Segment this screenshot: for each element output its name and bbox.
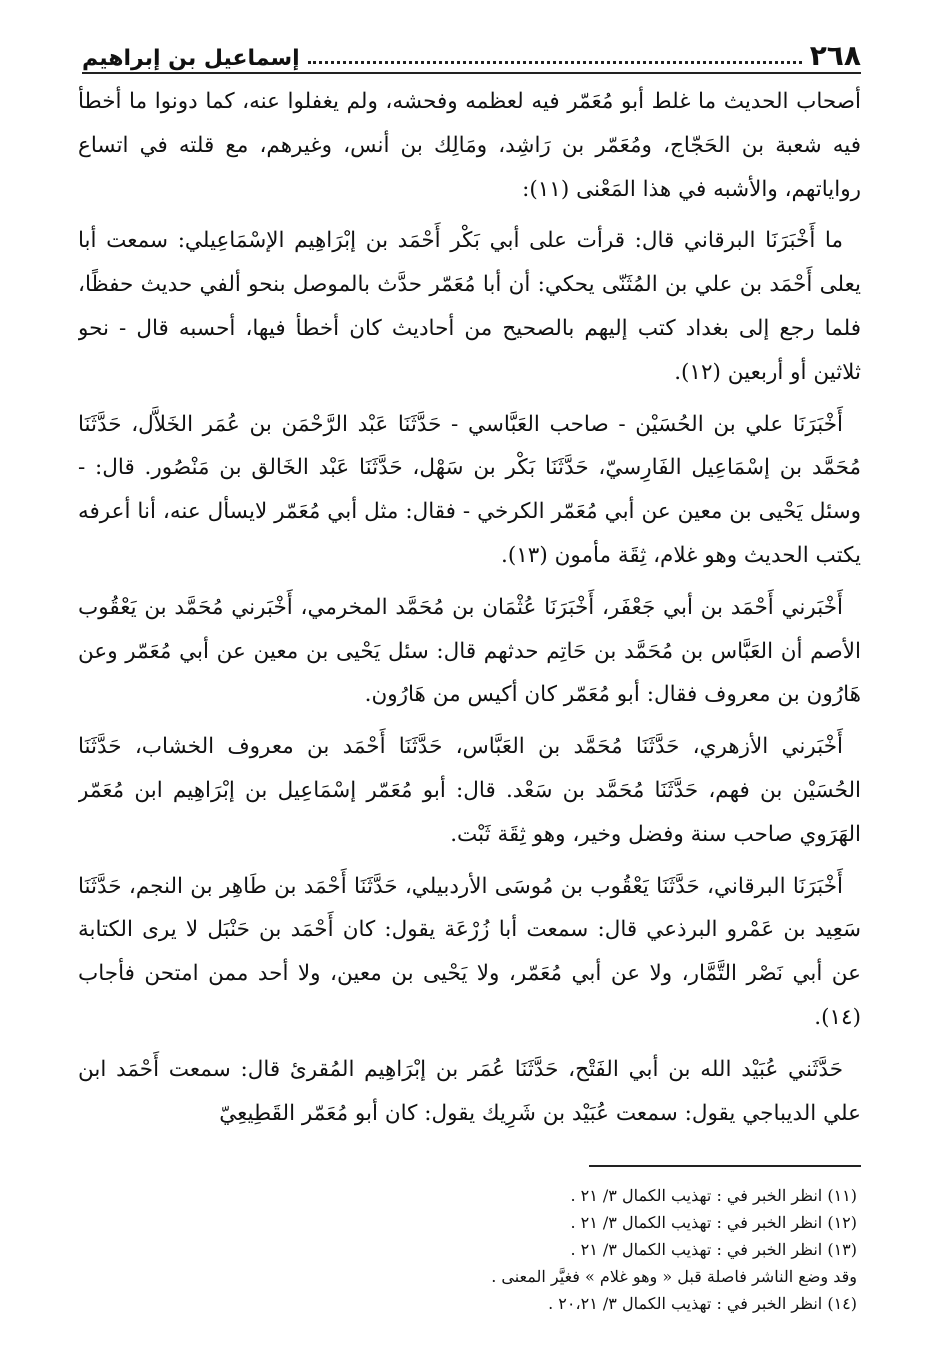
footnote-separator	[589, 1165, 861, 1167]
footnote: (١٤) انظر الخبر في : تهذيب الكمال ٣/ ٢٠،٢١ .	[548, 1294, 857, 1313]
page-number: ٢٦٨	[809, 39, 861, 72]
paragraph: أَخْبَرَنَا البرقاني، حَدَّثَنَا يَعْقُوب بن مُوسَى الأردبيلي، حَدَّثَنَا أَحْمَد بن طَاهِر بن النجم، حَدَّثَنَا سَعِيد بن عَمْرو البرذعي قال: سمعت أبا زُرْعَة يقول: كان أَحْمَد بن حَنْبَل لا يرى الكتابة عن أبي نَصْر التَّمَّار، ولا عن أبي مُعَمّر، ولا يَحْيى بن معين، ولا أحد ممن امتحن فأجاب (١٤).	[78, 873, 861, 1030]
running-header	[82, 22, 861, 74]
paragraph: أَخْبَرني أَحْمَد بن أبي جَعْفَر، أَخْبَرَنَا عُثْمَان بن مُحَمَّد المخرمي، أَخْبَرني مُحَمَّد بن يَعْقُوب الأصم أن العَبَّاس بن مُحَمَّد بن حَاتِم حدثهم قال: سئل يَحْيى بن معين عن أبي مُعَمّر وعن هَارُون بن معروف فقال: أبو مُعَمّر كان أكيس من هَارُون.	[78, 594, 861, 708]
footnote: (١٣) انظر الخبر في : تهذيب الكمال ٣/ ٢١ .	[570, 1240, 857, 1259]
main-text	[78, 80, 861, 1140]
footnote: (١٢) انظر الخبر في : تهذيب الكمال ٣/ ٢١ .	[570, 1213, 857, 1232]
header-title: إسماعيل بن إبراهيم	[82, 46, 300, 71]
paragraph: ما أَخْبَرَنَا البرقاني قال: قرأت على أبي بَكْر أَحْمَد بن إبْرَاهِيم الإسْمَاعِيلي: سمعت أبا يعلى أَحْمَد بن علي بن المُثَنّى يحكي: أن أبا مُعَمّر حدَّث بالموصل بنحو ألفي حديث حفظًا، فلما رجع إلى بغداد كتب إليهم بالصحيح من أحاديث كان أخطأ فيها، أحسبه قال - نحو ثلاثين أو أربعين (١٢).	[78, 228, 861, 385]
paragraph: حَدَّثَني عُبَيْد الله بن أبي الفَتْح، حَدَّثَنَا عُمَر بن إبْرَاهِيم المُقرئ قال: سمعت أَحْمَد ابن علي الديباجي يقول: سمعت عُبَيْد بن شَرِيك يقول: كان أبو مُعَمّر القَطِيعِيّ	[78, 1056, 861, 1126]
footnote: (١١) انظر الخبر في : تهذيب الكمال ٣/ ٢١ .	[570, 1186, 857, 1205]
header-dot-leader	[308, 60, 802, 64]
footnote-note: وقد وضع الناشر فاصلة قبل « وهو غلام » فغيَّر المعنى .	[491, 1267, 857, 1286]
paragraph: أصحاب الحديث ما غلط أبو مُعَمّر فيه لعظمه وفحشه، ولم يغفلوا عنه، كما دونوا ما أخطأ فيه شعبة بن الحَجّاج، ومُعَمّر بن رَاشِد، ومَالِك بن أنس، وغيرهم، مع قلته في اتساع رواياتهم، والأشبه في هذا المَعْنى (١١):	[78, 89, 861, 202]
footnotes	[300, 1182, 857, 1317]
paragraph: أَخْبَرني الأزهري، حَدَّثَنَا مُحَمَّد بن العَبَّاس، حَدَّثَنَا أَحْمَد بن معروف الخشاب، حَدَّثَنَا الحُسَيْن بن فهم، حَدَّثَنَا مُحَمَّد بن سَعْد. قال: أبو مُعَمّر إسْمَاعِيل بن إبْرَاهِيم ابن مُعَمّر الهَرَوي صاحب سنة وفضل وخير، وهو ثِقَة ثَبْت.	[78, 734, 861, 847]
paragraph: أَخْبَرَنَا علي بن الحُسَيْن - صاحب العَبَّاسي - حَدَّثَنَا عَبْد الرَّحْمَن بن عُمَر الخَلاَّل، حَدَّثَنَا مُحَمَّد بن إسْمَاعِيل الفَارِسيّ، حَدَّثَنَا بَكْر بن سَهْل، حَدَّثَنَا عَبْد الخَالق بن مَنْصُور. قال: - وسئل يَحْيى بن معين عن أبي مُعَمّر الكرخي - فقال: مثل أبي مُعَمّر لايسأل عنه، أنا أعرفه يكتب الحديث وهو غلام، ثِقَة مأمون (١٣).	[78, 411, 861, 568]
